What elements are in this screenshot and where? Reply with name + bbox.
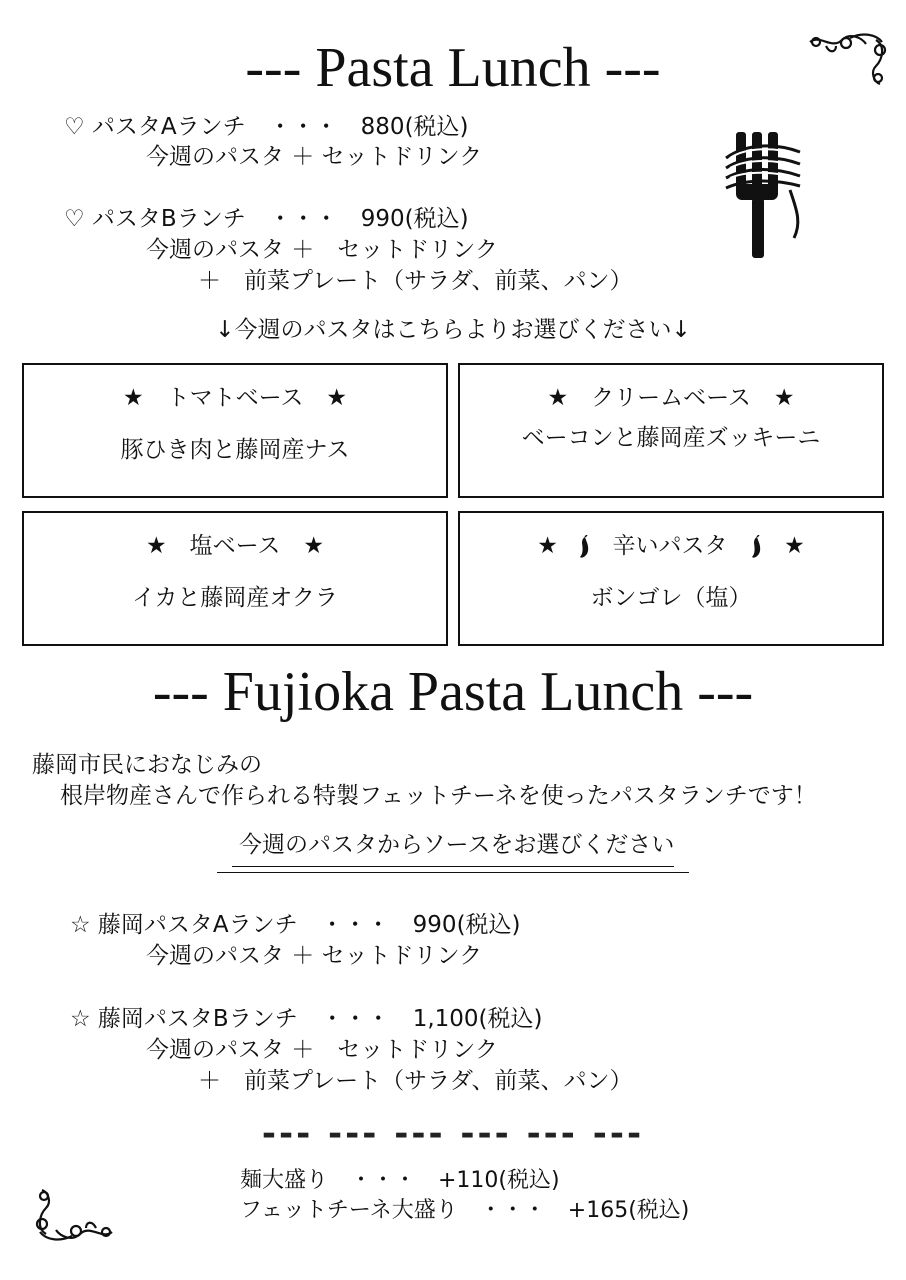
corner-flourish-ornament — [806, 30, 892, 94]
box-heading: ★ トマトベース ★ — [122, 385, 348, 411]
box-heading: ★ クリームベース ★ — [547, 385, 795, 411]
extra-fettuccine-large: フェットチーネ大盛り ・・・ +165(税込) — [240, 1198, 690, 1223]
fujioka-menu-b-line3: ＋ 前菜プレート（サラダ、前菜、パン） — [198, 1068, 633, 1094]
box-heading: ★ 塩ベース ★ — [145, 533, 325, 559]
fujioka-menu-a-line2: 今週のパスタ ＋ セットドリンク — [146, 943, 483, 969]
choose-note: ↓今週のパスタはこちらよりお選びください↓ — [215, 317, 691, 343]
intro-line2: 根岸物産さんで作られる特製フェットチーネを使ったパスタランチです！ — [60, 783, 817, 809]
double-underline — [217, 872, 689, 873]
extra-noodle-large: 麺大盛り ・・・ +110(税込) — [240, 1168, 560, 1193]
menu-b-line1: ♡ パスタBランチ ・・・ 990(税込) — [64, 206, 469, 232]
spicy-pasta-box — [458, 511, 884, 646]
box-dish: ベーコンと藤岡産ズッキーニ — [521, 425, 821, 451]
sauce-choose-text: 今週のパスタからソースをお選びください — [238, 832, 675, 858]
pasta-lunch-title: --- Pasta Lunch --- — [245, 37, 661, 99]
menu-a-line2: 今週のパスタ ＋ セットドリンク — [146, 144, 483, 170]
chili-pepper-icon — [749, 535, 763, 559]
menu-b-line3: ＋ 前菜プレート（サラダ、前菜、パン） — [198, 268, 633, 294]
fujioka-menu-b-line1: ☆ 藤岡パスタBランチ ・・・ 1,100(税込) — [70, 1006, 543, 1032]
intro-line1: 藤岡市民におなじみの — [32, 752, 262, 778]
fujioka-pasta-lunch-title: --- Fujioka Pasta Lunch --- — [152, 661, 754, 723]
sauce-choose-note — [0, 832, 906, 867]
box-dish: 豚ひき肉と藤岡産ナス — [120, 437, 350, 463]
fujioka-menu-b-line2: 今週のパスタ ＋ セットドリンク — [146, 1037, 498, 1063]
fork-pasta-icon — [718, 128, 808, 260]
box-dish: イカと藤岡産オクラ — [132, 585, 338, 611]
box-heading — [460, 527, 882, 560]
tomato-base-box — [22, 363, 448, 498]
star-icon: ★ — [537, 533, 558, 559]
star-icon: ★ — [784, 533, 805, 559]
section-divider: --- --- --- --- --- --- — [261, 1114, 645, 1154]
corner-flourish-ornament — [30, 1180, 116, 1244]
chili-pepper-icon — [577, 535, 591, 559]
cream-base-box — [458, 363, 884, 498]
box-dish: ボンゴレ（塩） — [590, 585, 752, 611]
menu-b-line2: 今週のパスタ ＋ セットドリンク — [146, 237, 498, 263]
menu-a-line1: ♡ パスタAランチ ・・・ 880(税込) — [64, 114, 469, 140]
spicy-pasta-label: 辛いパスタ — [612, 533, 728, 559]
salt-base-box — [22, 511, 448, 646]
fujioka-menu-a-line1: ☆ 藤岡パスタAランチ ・・・ 990(税込) — [70, 912, 521, 938]
